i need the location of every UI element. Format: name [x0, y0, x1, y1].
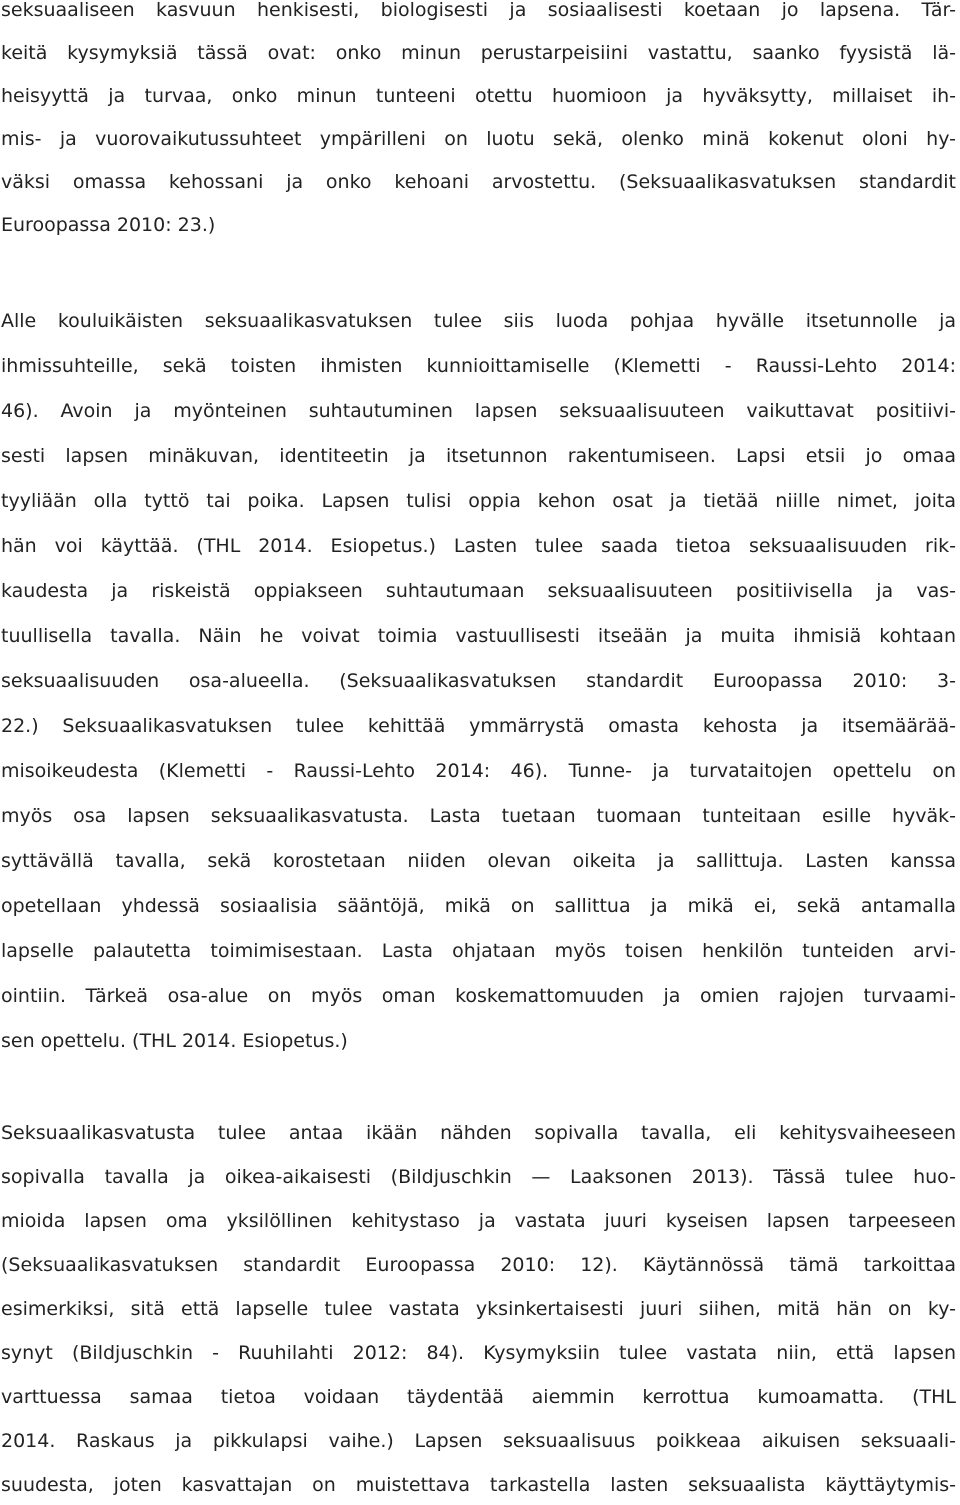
- text-line: syttävällä tavalla, sekä korostetaan niiden olevan oikeita ja sallittuja. Lasten kanssa: [1, 850, 956, 872]
- text-line: mis- ja vuorovaikutussuhteet ympärilleni on luotu sekä, olenko minä kokenut oloni hy-: [1, 128, 956, 150]
- text-line: hän voi käyttää. (THL 2014. Esiopetus.) Lasten tulee saada tietoa seksuaalisuuden rik-: [1, 535, 956, 557]
- text-line: lapselle palautetta toimimisestaan. Lasta ohjataan myös toisen henkilön tunteiden arvi-: [1, 940, 956, 962]
- text-line: sen opettelu. (THL 2014. Esiopetus.): [1, 1030, 348, 1052]
- text-line: misoikeudesta (Klemetti - Raussi-Lehto 2014: 46). Tunne- ja turvataitojen opettelu on: [1, 760, 956, 782]
- text-line: 46). Avoin ja myönteinen suhtautuminen lapsen seksuaalisuuteen vaikuttavat positiivi-: [1, 400, 956, 422]
- text-line: Euroopassa 2010: 23.): [1, 214, 216, 236]
- text-line: heisyyttä ja turvaa, onko minun tunteeni otettu huomioon ja hyväksytty, millaiset ih-: [1, 85, 956, 107]
- text-line: ihmissuhteille, sekä toisten ihmisten kunnioittamiselle (Klemetti - Raussi-Lehto 2014:: [1, 355, 956, 377]
- text-line: opetellaan yhdessä sosiaalisia sääntöjä, mikä on sallittua ja mikä ei, sekä antamalla: [1, 895, 956, 917]
- text-line: suudesta, joten kasvattajan on muistettava tarkastella lasten seksuaalista käyttäytymis-: [1, 1474, 956, 1496]
- text-line: seksuaalisuuden osa-alueella. (Seksuaalikasvatuksen standardit Euroopassa 2010: 3-: [1, 670, 956, 692]
- text-line: Seksuaalikasvatusta tulee antaa ikään nähden sopivalla tavalla, eli kehitysvaiheeseen: [1, 1122, 956, 1144]
- text-line: väksi omassa kehossani ja onko kehoani arvostettu. (Seksuaalikasvatuksen standardit: [1, 171, 956, 193]
- text-line: mioida lapsen oma yksilöllinen kehitystaso ja vastata juuri kyseisen lapsen tarpeeseen: [1, 1210, 956, 1232]
- text-line: tuullisella tavalla. Näin he voivat toimia vastuullisesti itseään ja muita ihmisiä kohtaan: [1, 625, 956, 647]
- text-line: sesti lapsen minäkuvan, identiteetin ja itsetunnon rakentumiseen. Lapsi etsii jo omaa: [1, 445, 956, 467]
- text-line: myös osa lapsen seksuaalikasvatusta. Lasta tuetaan tuomaan tunteitaan esille hyväk-: [1, 805, 956, 827]
- text-line: kaudesta ja riskeistä oppiakseen suhtautumaan seksuaalisuuteen positiivisella ja vas-: [1, 580, 956, 602]
- text-line: (Seksuaalikasvatuksen standardit Euroopassa 2010: 12). Käytännössä tämä tarkoittaa: [1, 1254, 956, 1276]
- text-line: Alle kouluikäisten seksuaalikasvatuksen tulee siis luoda pohjaa hyvälle itsetunnolle ja: [1, 310, 956, 332]
- text-line: synyt (Bildjuschkin - Ruuhilahti 2012: 84). Kysymyksiin tulee vastata niin, että lapsen: [1, 1342, 956, 1364]
- text-line: esimerkiksi, sitä että lapselle tulee vastata yksinkertaisesti juuri siihen, mitä hän on ky-: [1, 1298, 956, 1320]
- text-line: 2014. Raskaus ja pikkulapsi vaihe.) Lapsen seksuaalisuus poikkeaa aikuisen seksuaali-: [1, 1430, 956, 1452]
- text-line: sopivalla tavalla ja oikea-aikaisesti (Bildjuschkin — Laaksonen 2013). Tässä tulee huo-: [1, 1166, 956, 1188]
- text-line: 22.) Seksuaalikasvatuksen tulee kehittää ymmärrystä omasta kehosta ja itsemäärää-: [1, 715, 956, 737]
- text-line: keitä kysymyksiä tässä ovat: onko minun perustarpeisiini vastattu, saanko fyysistä lä-: [1, 42, 956, 64]
- text-line: tyyliään olla tyttö tai poika. Lapsen tulisi oppia kehon osat ja tietää niille nimet, joita: [1, 490, 956, 512]
- text-line: varttuessa samaa tietoa voidaan täydentää aiemmin kerrottua kumoamatta. (THL: [1, 1386, 956, 1408]
- text-line: seksuaaliseen kasvuun henkisesti, biologisesti ja sosiaalisesti koetaan jo lapsena. Tär-: [1, 0, 956, 21]
- text-line: ointiin. Tärkeä osa-alue on myös oman koskemattomuuden ja omien rajojen turvaami-: [1, 985, 956, 1007]
